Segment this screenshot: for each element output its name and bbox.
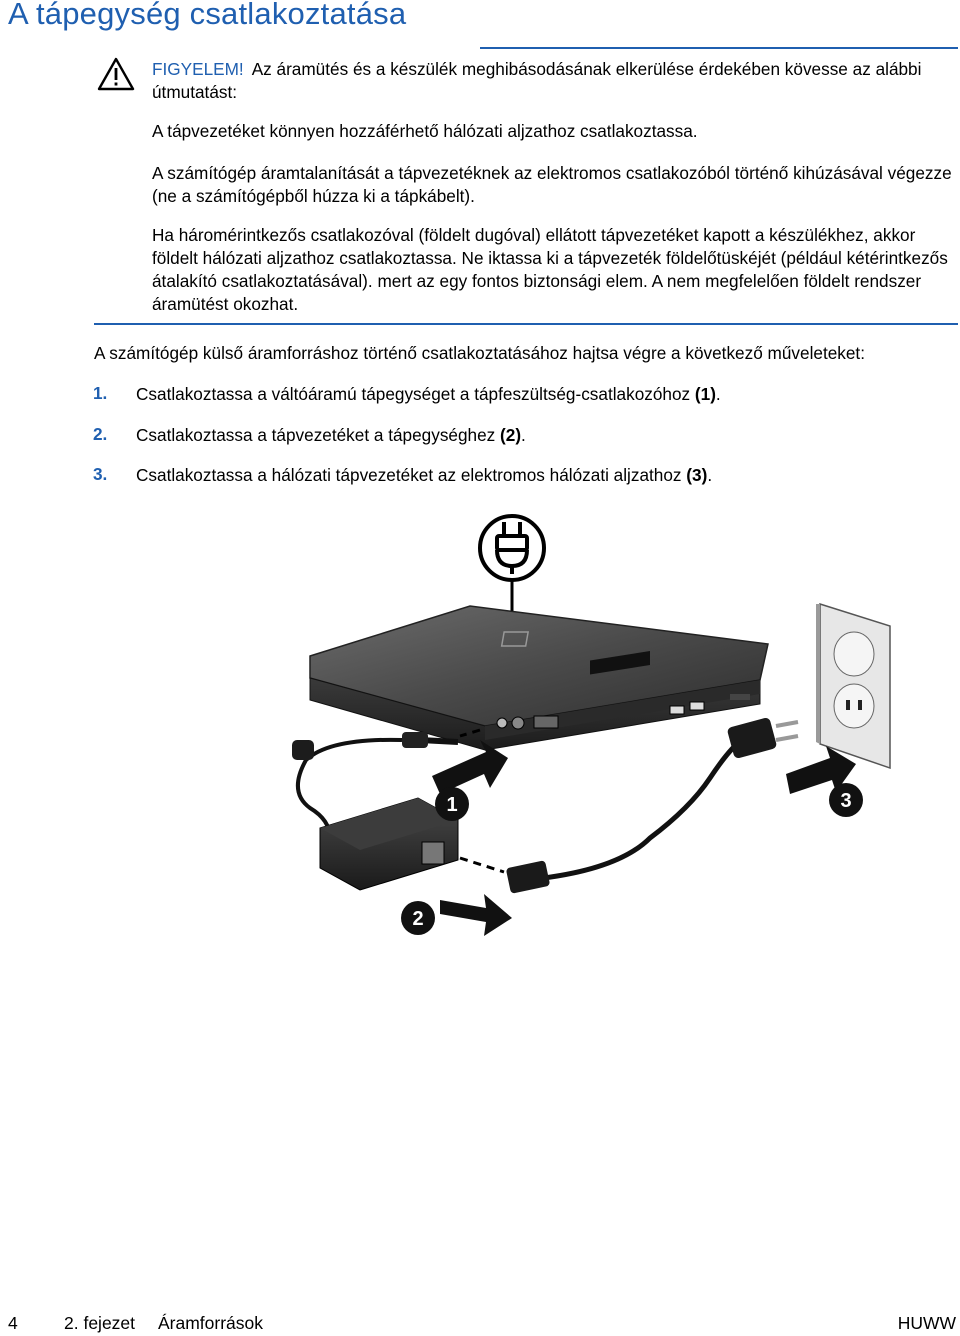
warning-item: A számítógép áramtalanítását a tápvezetéknek az elektromos csatlakozóból történő kihúzásával végezze (ne a számítógépből húzza ki a tápkábelt). xyxy=(152,163,952,206)
footer-locale: HUWW xyxy=(897,1313,956,1333)
step-text: Csatlakoztassa a hálózati tápvezetéket az elektromos hálózati aljzathoz (3). xyxy=(136,465,713,485)
warning-label: FIGYELEM! xyxy=(152,59,244,79)
callout-3-badge xyxy=(829,783,863,817)
step-text: Csatlakoztassa a tápvezetéket a tápegységhez (2). xyxy=(136,425,526,445)
dashed-guide xyxy=(460,858,504,872)
laptop xyxy=(310,606,768,750)
warning-item: A tápvezetéket könnyen hozzáférhető hálózati aljzathoz csatlakoztassa. xyxy=(152,121,698,141)
step-number: 3. xyxy=(93,464,108,484)
warning-item: Ha háromérintkezős csatlakozóval (földelt dugóval) ellátott tápvezetéket kapott a készülékhez, akkor földelt hálózati aljzathoz csatlakoztassa. Ne iktassa ki a tápvezeték földelőtüskéjét (például kétérintkezős átalakító csatlakoztatásával). mert az egy fontos biztonsági elem. A nem megfelelően földelt rendszer áramütést okozhat. xyxy=(152,225,948,314)
wall-outlet xyxy=(816,604,890,768)
step-text: Csatlakoztassa a váltóáramú tápegységet a tápfeszültség-csatlakozóhoz (1). xyxy=(136,384,721,404)
callout-1-badge xyxy=(435,787,469,821)
warning-triangle-icon xyxy=(96,56,136,92)
callout-3: 3 xyxy=(840,790,852,812)
warning-rule xyxy=(94,323,958,325)
footer-chapter: 2. fejezet xyxy=(64,1313,136,1333)
arrow-2 xyxy=(440,894,512,936)
step-number: 1. xyxy=(93,383,108,403)
page-title: A tápegység csatlakoztatása xyxy=(8,0,407,31)
callout-2-badge xyxy=(401,901,435,935)
callout-1: 1 xyxy=(446,794,458,816)
title-rule xyxy=(480,47,958,49)
callout-2: 2 xyxy=(412,908,424,930)
power-plug-icon xyxy=(480,516,544,580)
warning-intro: FIGYELEM! Az áramütés és a készülék meghibásodásának elkerülése érdekében kövesse az alábbi útmutatást: xyxy=(152,59,922,102)
power-connection-illustration xyxy=(290,508,960,948)
footer-page-number: 4 xyxy=(8,1313,18,1333)
body-intro: A számítógép külső áramforráshoz történő csatlakoztatásához hajtsa végre a következő műveleteket: xyxy=(94,343,865,363)
footer-section: Áramforrások xyxy=(158,1313,264,1333)
step-number: 2. xyxy=(93,424,108,444)
